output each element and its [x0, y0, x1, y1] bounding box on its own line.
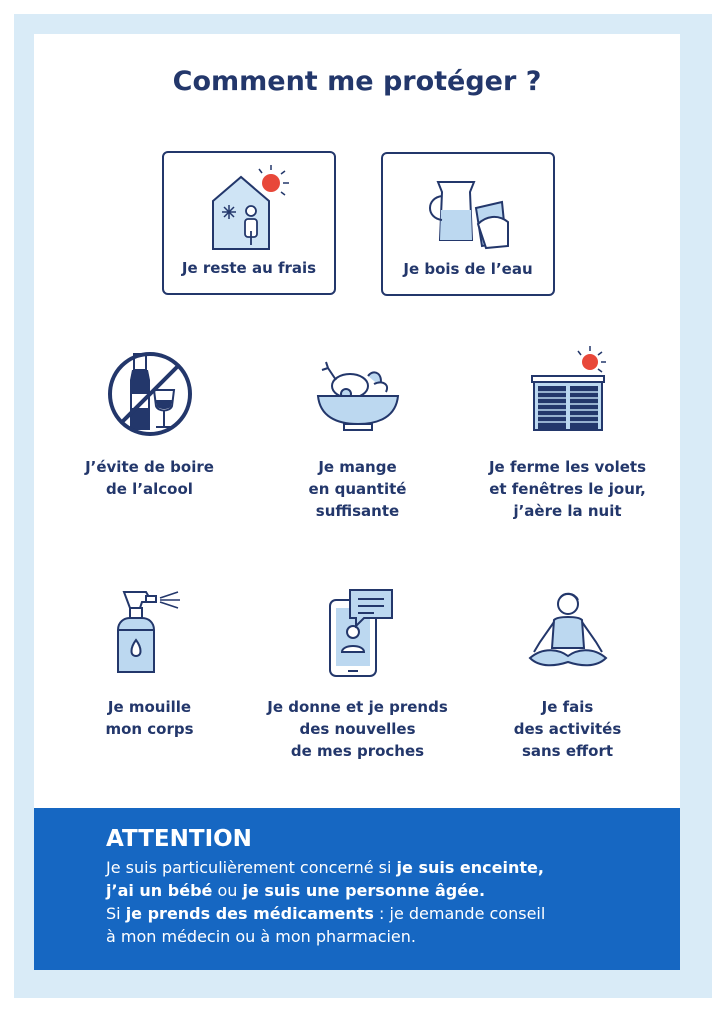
attention-emphasis: je suis enceinte,: [396, 858, 544, 877]
page-title: Comment me protéger ?: [172, 66, 542, 97]
label-line: Je mouille: [107, 698, 192, 716]
item-eat-enough: [250, 346, 465, 522]
item-label: [42, 456, 257, 500]
attention-text-part: Je suis particulièrement concerné si: [106, 858, 397, 877]
attention-banner: [34, 808, 680, 970]
item-close-shutters: [460, 346, 675, 522]
poster: [34, 34, 680, 970]
item-light-activity: [460, 586, 675, 762]
spray-bottle-icon: [102, 586, 198, 682]
attention-emphasis: je prends des médicaments: [125, 904, 374, 923]
card-drink-water: [381, 152, 555, 296]
label-line: J’évite de boire: [85, 458, 214, 476]
attention-text: [106, 856, 666, 948]
label-line: de l’alcool: [106, 480, 193, 498]
label-line: Je mange: [318, 458, 397, 476]
no-alcohol-icon: [102, 346, 198, 442]
label-line: de mes proches: [290, 742, 425, 760]
label-line: mon corps: [105, 720, 194, 738]
shutters-sun-icon: [520, 346, 616, 442]
card-label: Je bois de l’eau: [403, 260, 533, 278]
label-line: suffisante: [315, 502, 400, 520]
label-line: Je fais: [541, 698, 594, 716]
label-line: Je ferme les volets: [488, 458, 647, 476]
attention-text-part: à mon médecin ou à mon pharmacien.: [106, 927, 416, 946]
card-stay-cool: [162, 151, 336, 295]
attention-emphasis: je suis une personne âgée.: [242, 881, 486, 900]
label-line: et fenêtres le jour,: [489, 480, 646, 498]
item-keep-in-touch: [250, 586, 465, 762]
food-bowl-icon: [310, 346, 406, 442]
label-line: Je donne et je prends: [267, 698, 448, 716]
item-no-alcohol: [42, 346, 257, 500]
house-sun-snowflake-icon: [201, 161, 301, 257]
item-label: [250, 456, 465, 522]
water-jug-glass-icon: [420, 162, 520, 258]
attention-text-part: : je demande conseil: [373, 904, 546, 923]
label-line: sans effort: [521, 742, 614, 760]
label-line: en quantité: [308, 480, 407, 498]
label-line: des activités: [513, 720, 622, 738]
attention-emphasis: j’ai un bébé: [106, 881, 213, 900]
item-label: [460, 696, 675, 762]
card-label: Je reste au frais: [181, 259, 317, 277]
meditation-person-icon: [520, 586, 616, 682]
label-line: des nouvelles: [299, 720, 416, 738]
attention-text-part: ou: [212, 881, 243, 900]
item-label: [250, 696, 465, 762]
item-label: [460, 456, 675, 522]
phone-message-icon: [310, 586, 406, 682]
attention-title: ATTENTION: [106, 826, 252, 852]
item-label: [42, 696, 257, 740]
label-line: j’aère la nuit: [513, 502, 622, 520]
attention-text-part: Si: [106, 904, 126, 923]
item-wet-body: [42, 586, 257, 740]
